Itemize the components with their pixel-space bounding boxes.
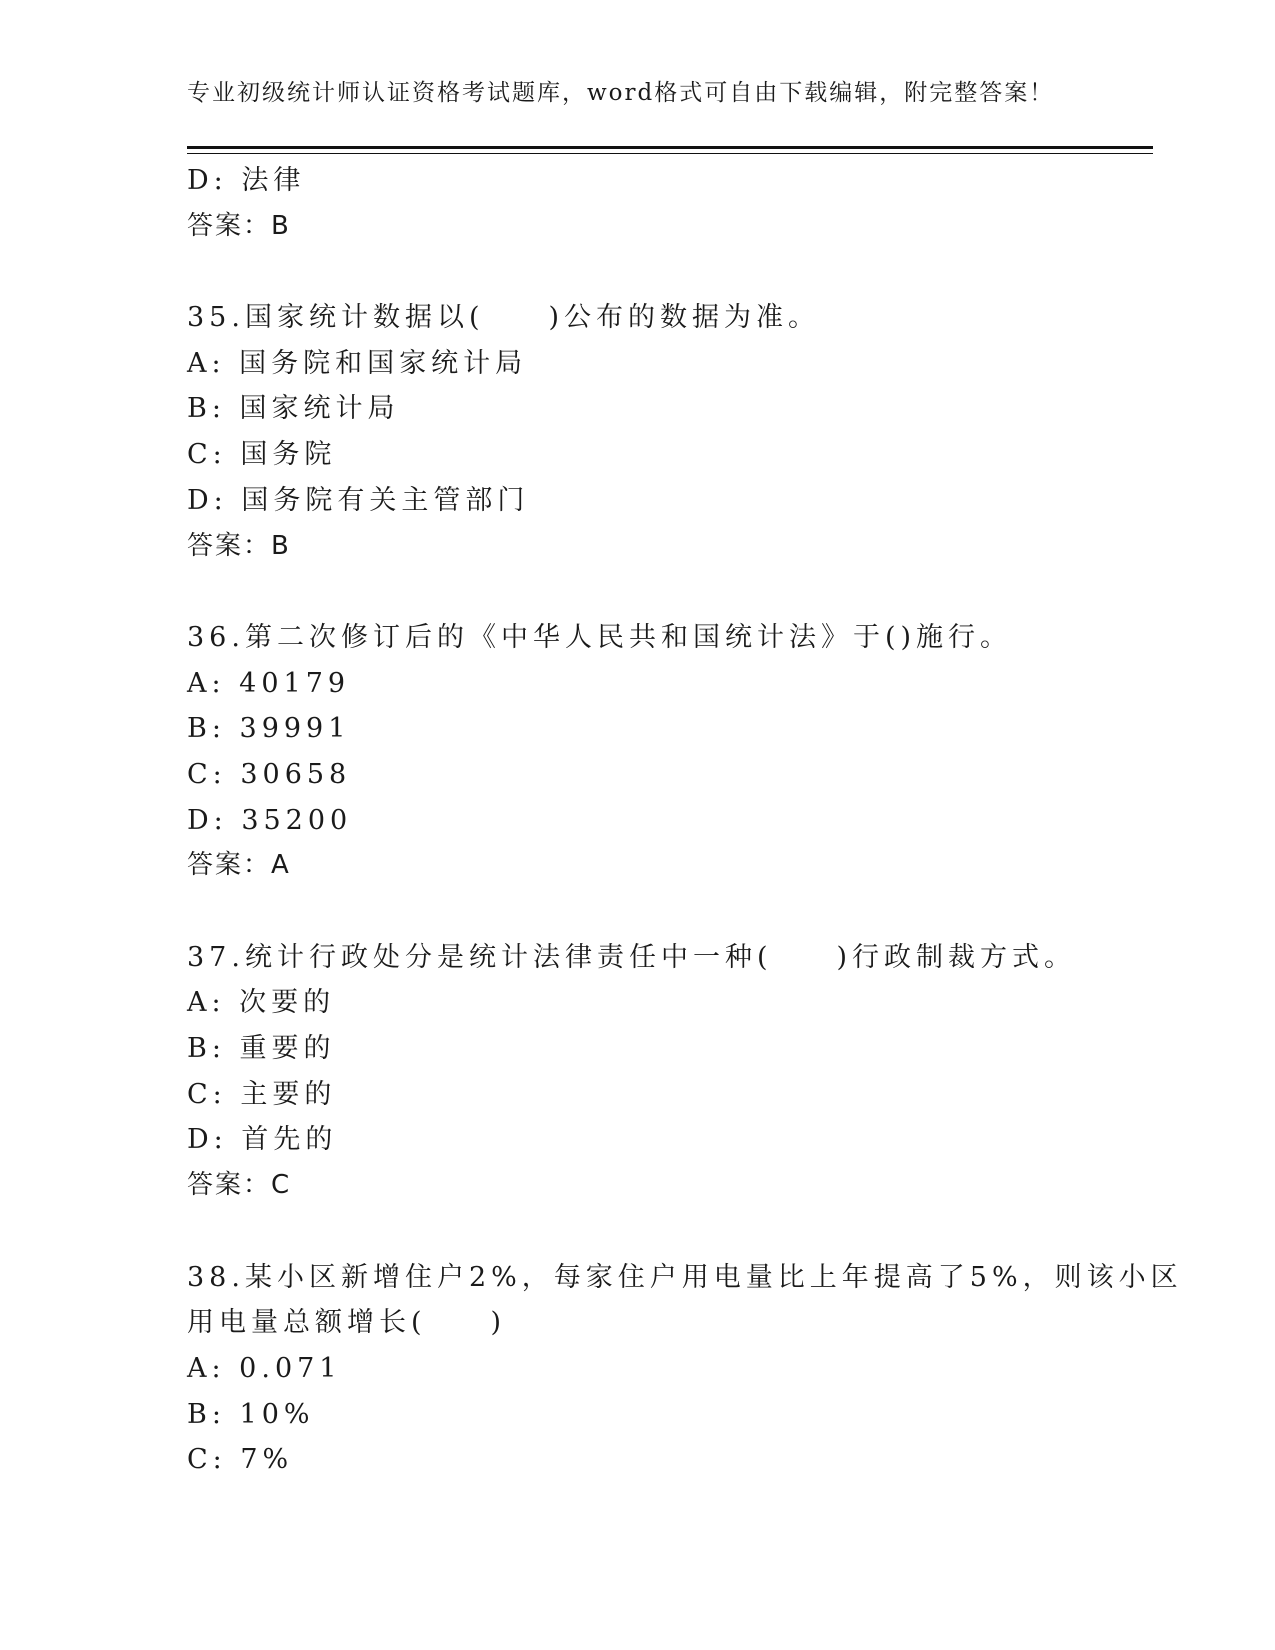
option-b: B: 国家统计局 <box>187 393 400 425</box>
question-stem-line-2: 用电量总额增长( ) <box>187 1307 507 1339</box>
question-stem: 36.第二次修订后的《中华人民共和国统计法》于()施行。 <box>187 621 1013 653</box>
option-a: A: 0.071 <box>187 1352 342 1384</box>
option-c: C: 30658 <box>187 758 352 790</box>
question-list <box>187 158 1183 1483</box>
option-d: D: 首先的 <box>187 1124 338 1156</box>
answer: 答案：C <box>187 1170 292 1201</box>
question-stem-line-1: 38.某小区新增住户2%，每家住户用电量比上年提高了5%，则该小区 <box>187 1261 1183 1293</box>
answer: 答案：B <box>187 530 291 561</box>
option-d: D: 35200 <box>187 804 353 836</box>
page-header: 专业初级统计师认证资格考试题库，word格式可自由下载编辑，附完整答案！ <box>187 80 1055 106</box>
option-b: B: 10% <box>187 1398 315 1430</box>
question-38 <box>187 1255 1183 1483</box>
header-rule-thin <box>187 153 1153 154</box>
answer: 答案：B <box>187 210 291 241</box>
option-d: D: 法律 <box>187 165 306 196</box>
header-rule-thick <box>187 146 1153 149</box>
option-b: B: 重要的 <box>187 1033 336 1065</box>
option-c: C: 7% <box>187 1444 294 1476</box>
option-a: A: 次要的 <box>187 987 336 1019</box>
option-d: D: 国务院有关主管部门 <box>187 484 530 516</box>
option-a: A: 国务院和国家统计局 <box>187 347 528 379</box>
question-36 <box>187 615 1087 889</box>
option-c: C: 国务院 <box>187 439 337 471</box>
answer: 答案：A <box>187 850 291 881</box>
question-35 <box>187 295 1087 569</box>
question-stem: 35.国家统计数据以( )公布的数据为准。 <box>187 302 821 334</box>
option-c: C: 主要的 <box>187 1078 337 1110</box>
option-b: B: 39991 <box>187 713 351 745</box>
option-a: A: 40179 <box>187 667 351 699</box>
question-stem: 37.统计行政处分是统计法律责任中一种( )行政制裁方式。 <box>187 941 1077 973</box>
question-37 <box>187 935 1087 1209</box>
